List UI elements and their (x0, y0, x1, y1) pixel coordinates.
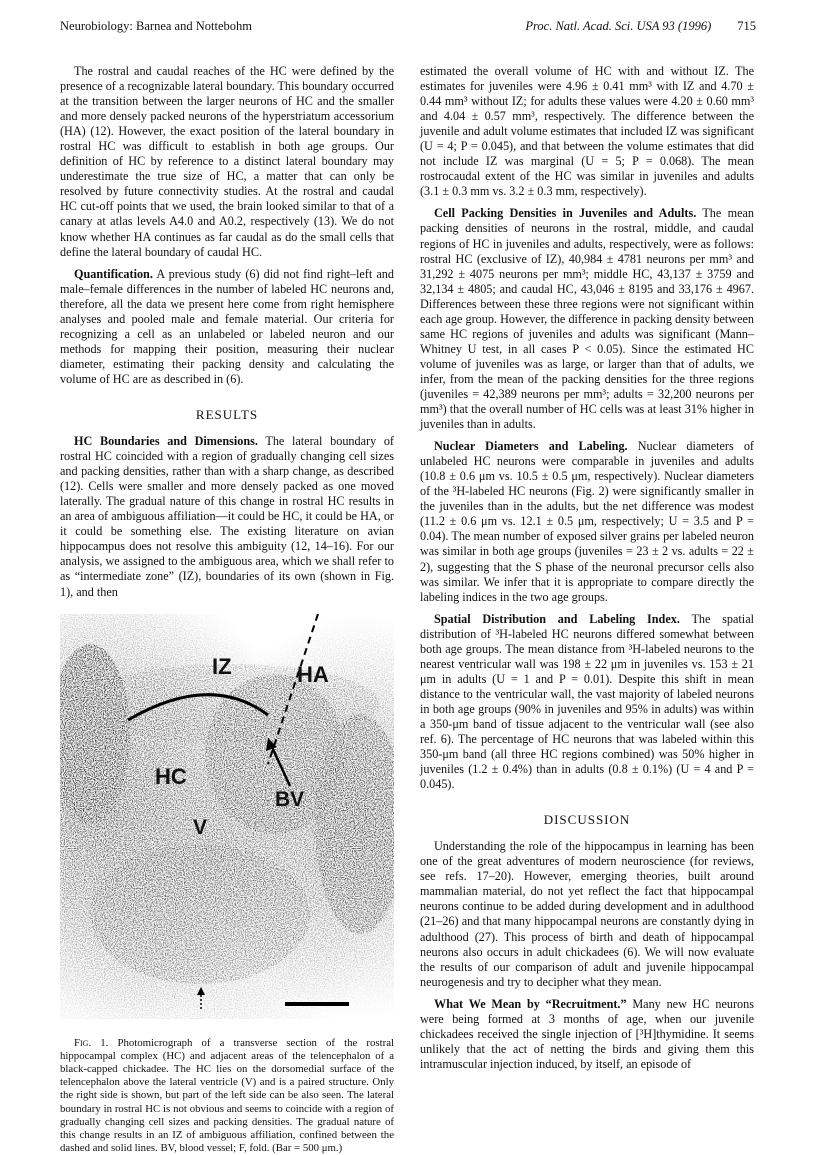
scale-bar (285, 1002, 349, 1006)
run-in-heading-cell-packing: Cell Packing Densities in Juveniles and Adults. (434, 206, 697, 221)
paragraph-nuclear-diameters (420, 439, 754, 605)
label-v: V (193, 815, 208, 839)
nuclear-diameters-text: Nuclear diameters of unlabeled HC neurons were comparable in juveniles and adults (10.8 ± 0.6 μm vs. 10.5 ± 0.5 μm, respectively). Nuclear diameters of the ³H-labeled HC neurons (Fig. 2) were significantly smaller in the juveniles than in the adults, but the net difference was modest (11.2 ± 0.6 μm vs. 12.1 ± 0.5 μm, respectively; U = 3.5 and P = 0.04). The mean number of exposed silver grains per labeled neuron was similar in both age groups (juveniles = 23 ± 2 vs. adults = 22 ± 2), suggesting that the S phase of the neuronal precursor cells also was similar. We infer that it is appropriate to compare directly the labeling indices in the two age groups. (420, 439, 754, 604)
label-bv: BV (275, 787, 305, 811)
label-iz: IZ (212, 653, 232, 679)
hc-boundaries-text: The lateral boundary of rostral HC coincided with a region of gradually changing cell sizes and packing densities, rather than with a sharp change, as described (12). Cells were smaller and more densely packed as one moved laterally. The gradual nature of this change in rostral HC results in an area of ambiguous affiliation—it could be HC, it could be HA, or it could be something else. The existing literature on avian hippocampus does not resolve this ambiguity (12, 14–16). For our analysis, we assigned to the ambiguous area, which we shall refer to as “intermediate zone” (IZ), boundaries of its own (shown in Fig. 1), and then (60, 434, 394, 599)
cell-packing-text: The mean packing densities of neurons in the rostral, middle, and caudal regions of HC in juveniles and adults, respectively, were as follows: rostral HC (exclusive of IZ), 40,984 ± 4781 neurons per mm³ and 31,292 ± 4075 neurons per mm³; middle HC, 43,137 ± 3759 and 32,134 ± 4805; and caudal HC, 43,046 ± 8195 and 33,176 ± 4967. Differences between these three regions were not significant within each age group. However, the difference in packing density between same HC regions of juveniles and adults was significant (Mann–Whitney U test, in all cases P < 0.05). Since the estimated HC volume of juveniles was as large, or larger than that of adults, we infer, from the mean of the packing densities for the three regions (juveniles = 42,389 neurons per mm³; adults = 32,200 neurons per mm³) that the overall number of HC cells was at least 31% higher in juveniles than in adults. (420, 206, 754, 432)
running-header-journal (525, 19, 756, 34)
paragraph-recruitment (420, 997, 754, 1072)
figure-1-photomicrograph (60, 614, 394, 1019)
journal-citation: Proc. Natl. Acad. Sci. USA 93 (1996) (525, 19, 712, 33)
section-title-discussion: DISCUSSION (543, 812, 631, 828)
run-in-heading-spatial-distribution: Spatial Distribution and Labeling Index. (434, 611, 680, 626)
paragraph-volume-estimates: estimated the overall volume of HC with and without IZ. The estimates for juveniles were 4.96 ± 0.41 mm³ with IZ and 4.70 ± 0.44 mm³ without IZ; for adults these values were 4.20 ± 0.60 mm³ and 4.04 ± 0.57 mm³, respectively. The difference between the juvenile and adult volume estimates that included IZ was significant (U = 4; P = 0.045), and that between the volume estimates that did not include IZ was marginal (U = 5; P = 0.068). The mean rostrocaudal extent of the HC was similar in juveniles and adults (3.1 ± 0.3 mm vs. 3.2 ± 0.3 mm, respectively). (420, 64, 754, 199)
caption-label: Fig. 1. (74, 1036, 109, 1049)
paragraph-discussion-intro: Understanding the role of the hippocampus in learning has been one of the great adventures of modern neuroscience (for reviews, see refs. 17–20). However, emerging theories, built around mammalian material, do not yet reflect the fact that hippocampal neurons continue to be added during development and in adulthood (21–26) and that many hippocampal neurons are constantly dying in adulthood (27). This process of birth and death of hippocampal neurons also occurs in adult chickadees (6). We will now evaluate the results of our comparison of adult and juvenile hippocampal neurogenesis and try to decipher what they mean. (420, 839, 754, 989)
photomicrograph-image (60, 614, 394, 1019)
paragraph-quantification (60, 267, 394, 387)
running-header-authors: Neurobiology: Barnea and Nottebohm (60, 19, 252, 33)
label-ha: HA (297, 661, 329, 687)
right-column (420, 64, 754, 1072)
label-hc: HC (155, 763, 187, 789)
paragraph-spatial-distribution (420, 612, 754, 793)
paragraph-hc-boundaries (60, 434, 394, 600)
paragraph-hc-reaches: The rostral and caudal reaches of the HC were defined by the presence of a recognizable lateral boundary. This boundary occurred at the transition between the larger neurons of HC and the smaller and more densely packed neurons of the hyperstriatum accessorium (HA) (12). However, the exact position of the lateral boundary in rostral HC was difficult to establish in both age groups. Our definition of HC by reference to a distinct lateral boundary may underestimate the true size of HC, a matter that can only be resolved by future connectivity studies. At the rostral and caudal HC cut-off points that we used, the brain looked similar to that of a canary at atlas levels A4.0 and A0.2, respectively (13). We do not know whether HA continues as far caudal as do the small cells that define the lateral boundary of caudal HC. (60, 64, 394, 259)
page-number: 715 (737, 19, 756, 33)
section-title-results: RESULTS (195, 406, 259, 422)
run-in-heading-recruitment: What We Mean by “Recruitment.” (434, 996, 627, 1011)
run-in-heading-nuclear-diameters: Nuclear Diameters and Labeling. (434, 439, 628, 454)
run-in-heading-hc-boundaries: HC Boundaries and Dimensions. (74, 434, 258, 449)
figure-1-caption (60, 1037, 394, 1155)
paragraph-cell-packing (420, 206, 754, 432)
caption-text: Photomicrograph of a transverse section of the rostral hippocampal complex (HC) and adjacent areas of the telencephalon of a black-capped chickadee. The HC lies on the dorsomedial surface of the telencephalon above the lateral ventricle (V) and is a paired structure. Only the right side is shown, but part of the left side can be also seen. The lateral boundary in rostral HC is not obvious and seems to coincide with a region of gradually changing cell sizes and packing densities. The gradual nature of this change results in an IZ of ambiguous affiliation, confined between the dashed and solid lines. BV, blood vessel; F, fold. (Bar = 500 μm.) (60, 1036, 394, 1155)
recruitment-text: Many new HC neurons were being formed at 3 months of age, when our juvenile chickadees received the single injection of [³H]thymidine. It seems unlikely that the act of netting the birds and giving them this intramuscular injection induced, by itself, an episode of (420, 996, 754, 1071)
left-column (60, 64, 394, 1155)
quantification-text: A previous study (6) did not find right–left and male–female differences in the number of labeled HC neurons and, therefore, all the data we present here come from right hemisphere analyses and pooled male and female material. Our criteria for recognizing a cell as an unlabeled or labeled neuron and our methods for mapping their position, measuring their nuclear diameter, estimating their packing density and calculating the volume of HC are as described in (6). (60, 266, 394, 386)
run-in-heading-quantification: Quantification. (74, 266, 153, 281)
spatial-distribution-text: The spatial distribution of ³H-labeled HC neurons differed somewhat between both age groups. The mean distance from ³H-labeled neurons to the nearest ventricular wall was 198 ± 22 μm in juveniles vs. 153 ± 21 μm in adults (U = 1 and P = 0.01). Despite this shift in mean distance to the ventricular wall, the vast majority of labeled neurons in both age groups (90% in juveniles and 95% in adults) was within a 350-μm band of tissue adjacent to the ventricular wall (see also ref. 6). The percentage of HC neurons that was labeled within this 350-μm band (all three HC regions combined) was 50% higher in juveniles (1.2 ± 0.4%) than in adults (0.8 ± 0.1%) (U = 4 and P = 0.045). (420, 611, 754, 792)
